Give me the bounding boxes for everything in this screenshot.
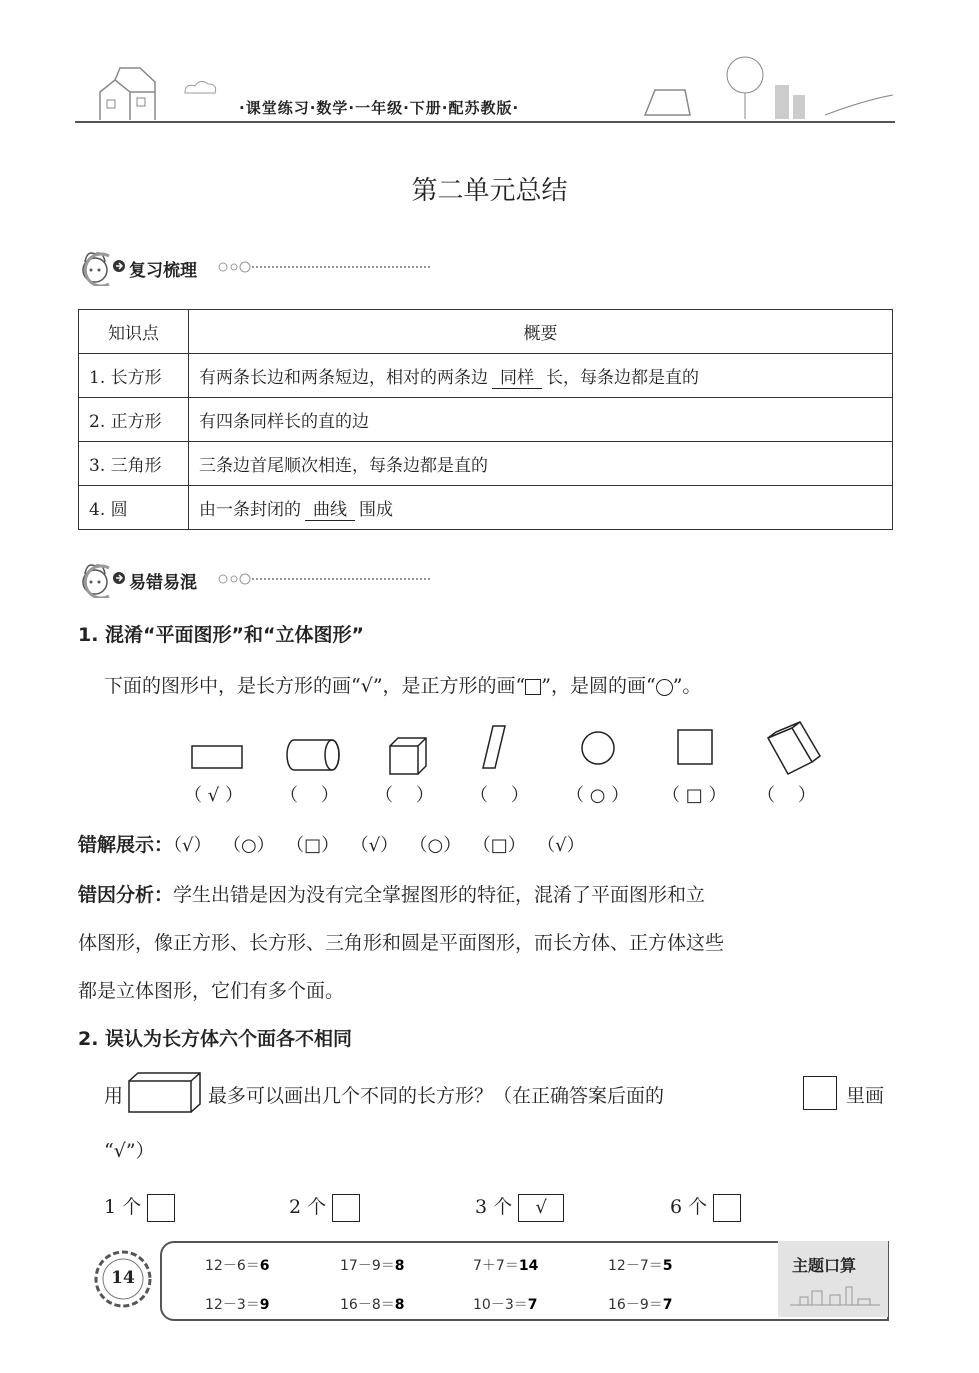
answer-paren-6: （ □ ） <box>662 785 727 806</box>
equation: 16－9＝7 <box>608 1297 673 1313</box>
answer-paren-4: （ ） <box>470 785 529 806</box>
answer-paren-7: （ ） <box>757 785 816 806</box>
section-divider <box>252 578 430 580</box>
section-title-mistakes: 易错易混 <box>129 573 197 593</box>
answer-mark: √ <box>207 785 220 806</box>
instruction-text: ”。 <box>672 675 702 697</box>
cause-line-3: 都是立体图形，它们有多个面。 <box>78 980 345 1002</box>
chef-mascot-icon <box>77 248 117 286</box>
row-summary <box>189 354 893 398</box>
option-label: 2 个 <box>289 1196 327 1218</box>
equation: 12－6＝6 <box>205 1258 270 1274</box>
option-4 <box>670 1192 741 1222</box>
question-1-instruction <box>104 671 701 698</box>
answer-paren-3: （ ） <box>375 785 434 806</box>
question-2-title: 2. 误认为长方体六个面各不相同 <box>78 1028 353 1050</box>
page-title: 第二单元总结 <box>411 176 568 206</box>
cause-line-1 <box>78 880 893 907</box>
ring-ornament-icon <box>216 572 252 586</box>
row-point: 2. 正方形 <box>79 398 189 442</box>
shapes-row <box>180 718 840 783</box>
option-label: 6 个 <box>670 1196 708 1218</box>
review-table <box>78 309 893 530</box>
row-point: 1. 长方形 <box>79 354 189 398</box>
circle-shape-icon <box>582 732 614 764</box>
question-1-title: 1. 混淆“平面图形”和“立体图形” <box>78 624 365 646</box>
equation: 12－3＝9 <box>205 1297 270 1313</box>
answer-mark: ○ <box>589 785 606 806</box>
table-row <box>79 442 893 486</box>
wrong-answer: （□） <box>286 835 340 856</box>
row-summary <box>189 486 893 530</box>
parallelogram-shape-icon <box>483 726 505 768</box>
row-point: 4. 圆 <box>79 486 189 530</box>
equation: 10－3＝7 <box>473 1297 538 1313</box>
summary-text: 长，每条边都是直的 <box>546 367 699 388</box>
summary-text: 由一条封闭的 <box>199 499 301 520</box>
answer-box-example <box>803 1076 837 1110</box>
answer-mark: □ <box>685 785 703 806</box>
wrong-answer-line <box>78 830 585 857</box>
cause-line-2: 体图形，像正方形、长方形、三角形和圆是平面图形，而长方体、正方体这些 <box>78 932 725 954</box>
table-row <box>79 354 893 398</box>
option-1 <box>104 1192 175 1222</box>
row-point: 3. 三角形 <box>79 442 189 486</box>
city-skyline-icon <box>790 1283 880 1307</box>
cube-shape-icon <box>390 738 426 774</box>
table-row <box>79 486 893 530</box>
answer-paren-1: （ √ ） <box>184 785 243 806</box>
summary-text: 有两条长边和两条短边，相对的两条边 <box>199 367 488 388</box>
footer-tag-label: 主题口算 <box>792 1256 857 1275</box>
answer-blank: 同样 <box>492 363 542 389</box>
circle-symbol-icon <box>656 679 673 696</box>
header-rule <box>75 121 895 123</box>
cloud-icon <box>180 78 220 98</box>
option-checkbox[interactable] <box>332 1194 360 1222</box>
equation: 17－9＝8 <box>340 1258 405 1274</box>
question-2-text-d: “√”） <box>104 1140 155 1162</box>
option-checkbox[interactable] <box>713 1194 741 1222</box>
table-header-row <box>79 310 893 354</box>
equation: 7＋7＝14 <box>473 1258 539 1274</box>
wrong-answer: （√） <box>350 835 399 856</box>
wrong-answer: （√） <box>537 835 585 856</box>
wrong-answer: （□） <box>472 835 526 856</box>
equation: 16－8＝8 <box>340 1297 405 1313</box>
answer-paren-5: （ ○ ） <box>566 785 630 806</box>
section-title-review: 复习梳理 <box>129 261 197 281</box>
cause-label: 错因分析： <box>78 884 174 906</box>
cuboid-shape-icon <box>768 722 820 774</box>
house-illustration <box>95 62 175 122</box>
equation: 12－7＝5 <box>608 1258 673 1274</box>
rectangle-shape-icon <box>192 746 242 768</box>
square-symbol-icon <box>525 679 541 695</box>
question-2-text-c: 里画 <box>846 1085 885 1107</box>
table-row <box>79 398 893 442</box>
wrong-answer: （○） <box>409 835 462 856</box>
wrong-answer: （√） <box>173 835 212 856</box>
cause-text: 学生出错是因为没有完全掌握图形的特征，混淆了平面图形和立 <box>173 884 706 906</box>
cuboid-figure-icon <box>128 1072 206 1114</box>
row-summary: 有四条同样长的直的边 <box>189 398 893 442</box>
landscape-illustration <box>625 55 895 123</box>
answer-paren-2: （ ） <box>280 785 339 806</box>
row-summary: 三条边首尾顺次相连，每条边都是直的 <box>189 442 893 486</box>
chef-mascot-icon <box>77 560 117 598</box>
wrong-answer: （○） <box>222 835 275 856</box>
page-number: 14 <box>111 1268 135 1288</box>
option-label: 1 个 <box>104 1196 142 1218</box>
summary-text: 围成 <box>359 499 393 520</box>
series-banner: ·课堂练习·数学·一年级·下册·配苏教版· <box>233 97 525 118</box>
arrow-circle-icon <box>112 259 126 273</box>
option-checkbox[interactable] <box>147 1194 175 1222</box>
instruction-text: ”，是圆的画“ <box>541 675 656 697</box>
square-shape-icon <box>678 730 712 764</box>
wrong-answer-label: 错解展示： <box>78 834 174 856</box>
option-checkbox[interactable]: √ <box>518 1194 564 1222</box>
header-cell-summary: 概要 <box>189 310 893 354</box>
question-2-text-a: 用 <box>104 1085 124 1107</box>
ring-ornament-icon <box>216 260 252 274</box>
question-2-text-b: 最多可以画出几个不同的长方形？（在正确答案后面的 <box>208 1085 665 1107</box>
option-label: 3 个 <box>475 1196 513 1218</box>
arrow-circle-icon <box>112 571 126 585</box>
section-divider <box>252 266 430 268</box>
cylinder-shape-icon <box>287 740 339 770</box>
answer-blank: 曲线 <box>305 495 355 521</box>
instruction-text: 下面的图形中，是长方形的画“√”，是正方形的画“ <box>104 675 526 697</box>
option-3 <box>475 1192 564 1222</box>
option-2 <box>289 1192 360 1222</box>
header-cell-point: 知识点 <box>79 310 189 354</box>
